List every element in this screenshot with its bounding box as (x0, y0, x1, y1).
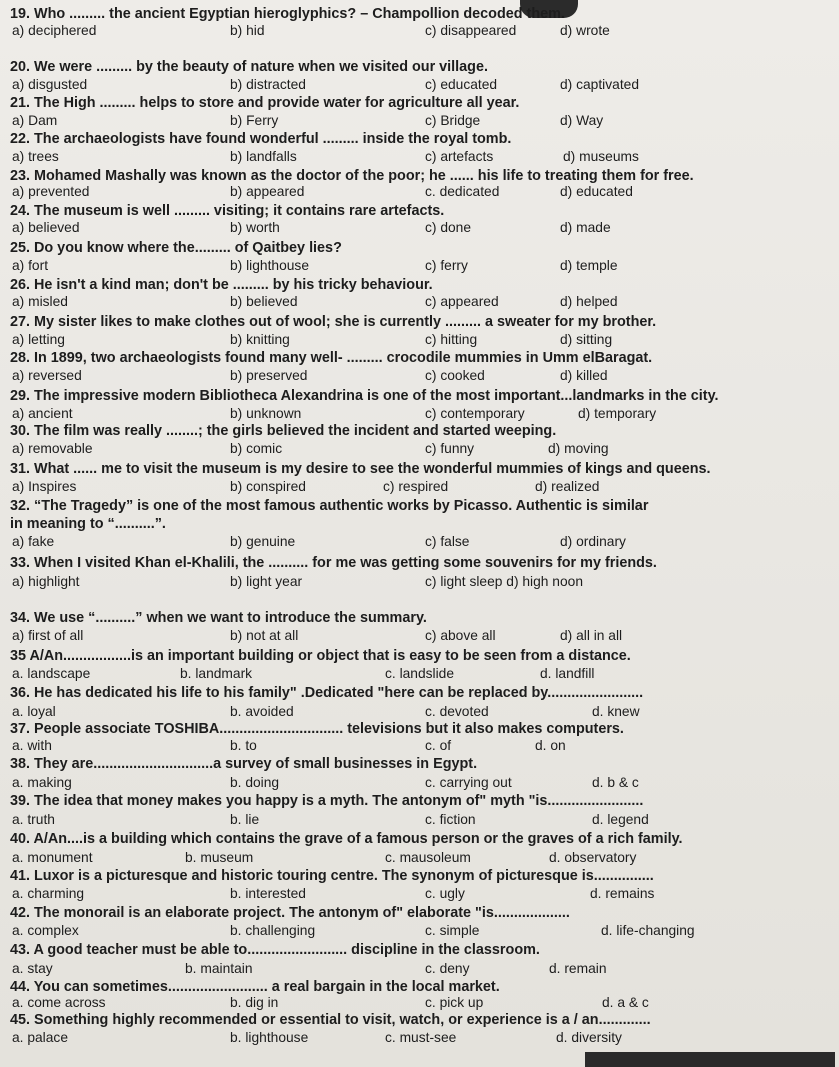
answer-option[interactable]: a) believed (12, 220, 80, 235)
options-row (12, 220, 832, 236)
question-stem: 28. In 1899, two archaeologists found many well- ......... crocodile mummies in Umm elBaragat. (10, 350, 653, 366)
answer-option[interactable]: d) ordinary (560, 534, 626, 549)
answer-option[interactable]: c) funny (425, 441, 475, 456)
answer-option[interactable]: a. complex (12, 923, 79, 938)
options-row (12, 666, 832, 682)
answer-option[interactable]: d) educated (560, 184, 633, 199)
options-row (12, 184, 832, 200)
answer-option[interactable]: d. landfill (540, 666, 595, 681)
question-stem: 20. We were ......... by the beauty of nature when we visited our village. (10, 59, 488, 75)
answer-option[interactable]: a. with (12, 738, 52, 753)
answer-option[interactable]: c) disappeared (425, 23, 517, 38)
answer-option[interactable]: c. of (425, 738, 452, 753)
answer-option[interactable]: d) all in all (560, 628, 623, 643)
answer-option[interactable]: a. palace (12, 1030, 68, 1045)
answer-option[interactable]: d) helped (560, 294, 618, 309)
answer-option[interactable]: a) trees (12, 149, 59, 164)
answer-option[interactable]: b. interested (230, 886, 306, 901)
answer-option[interactable]: a) first of all (12, 628, 84, 643)
question-stem: 37. People associate TOSHIBA............................... televisions but it also makes computers. (10, 721, 624, 737)
answer-option[interactable]: d. a & c (602, 995, 649, 1010)
options-row (12, 406, 832, 422)
answer-option[interactable]: b) conspired (230, 479, 306, 494)
answer-option[interactable]: b. lie (230, 812, 260, 827)
options-row (12, 368, 832, 384)
question-stem-continued: in meaning to “..........”. (10, 516, 166, 532)
answer-option[interactable]: a. loyal (12, 704, 56, 719)
answer-option[interactable]: c) done (425, 220, 472, 235)
options-row (12, 574, 832, 590)
question-stem: 38. They are..............................a survey of small businesses in Egypt. (10, 756, 478, 772)
answer-option[interactable]: d. remain (549, 961, 607, 976)
answer-option[interactable]: b. avoided (230, 704, 294, 719)
answer-option[interactable]: a) disgusted (12, 77, 88, 92)
options-row (12, 1030, 832, 1046)
answer-option[interactable]: b) landfalls (230, 149, 297, 164)
options-row (12, 77, 832, 93)
answer-option[interactable]: d) made (560, 220, 611, 235)
question-stem: 34. We use “..........” when we want to introduce the summary. (10, 610, 427, 626)
options-row (12, 258, 832, 274)
answer-option[interactable]: c. fiction (425, 812, 476, 827)
options-row (12, 441, 832, 457)
answer-option[interactable]: b) Ferry (230, 113, 279, 128)
answer-option[interactable]: b) lighthouse (230, 258, 310, 273)
answer-option[interactable]: a) letting (12, 332, 65, 347)
answer-option[interactable]: c) artefacts (425, 149, 494, 164)
answer-option[interactable]: c) appeared (425, 294, 499, 309)
question-stem: 41. Luxor is a picturesque and historic touring centre. The synonym of picturesque is............... (10, 868, 654, 884)
options-row (12, 113, 832, 129)
answer-option[interactable]: a) fake (12, 534, 55, 549)
answer-option[interactable]: a) Dam (12, 113, 58, 128)
answer-option[interactable]: a. come across (12, 995, 106, 1010)
options-row (12, 850, 832, 866)
answer-option[interactable]: a) deciphered (12, 23, 97, 38)
answer-option[interactable]: a) highlight (12, 574, 80, 589)
question-stem: 26. He isn't a kind man; don't be ......... by his tricky behaviour. (10, 277, 433, 293)
options-row (12, 923, 832, 939)
answer-option[interactable]: d) killed (560, 368, 608, 383)
options-row (12, 294, 832, 310)
answer-option[interactable]: c) Bridge (425, 113, 481, 128)
answer-option[interactable]: d) museums (563, 149, 639, 164)
options-row (12, 704, 832, 720)
answer-option[interactable]: d. diversity (556, 1030, 622, 1045)
question-stem: 42. The monorail is an elaborate project. The antonym of" elaborate "is................... (10, 905, 570, 921)
answer-option[interactable]: c. deny (425, 961, 470, 976)
question-stem: 36. He has dedicated his life to his family" .Dedicated "here can be replaced by........................ (10, 685, 644, 701)
answer-option[interactable]: b) comic (230, 441, 283, 456)
answer-option[interactable]: c. mausoleum (385, 850, 471, 865)
answer-option[interactable]: d) Way (560, 113, 604, 128)
question-stem: 44. You can sometimes......................... a real bargain in the local market. (10, 979, 500, 995)
answer-option[interactable]: a) prevented (12, 184, 90, 199)
options-row (12, 332, 832, 348)
answer-option[interactable]: c. carrying out (425, 775, 512, 790)
answer-option[interactable]: a. stay (12, 961, 53, 976)
answer-option[interactable]: c) contemporary (425, 406, 525, 421)
question-stem: 32. “The Tragedy” is one of the most famous authentic works by Picasso. Authentic is similar (10, 498, 649, 514)
answer-option[interactable]: b) worth (230, 220, 280, 235)
answer-option[interactable]: a) reversed (12, 368, 82, 383)
answer-option[interactable]: a) removable (12, 441, 93, 456)
answer-option[interactable]: d) sitting (560, 332, 613, 347)
answer-option[interactable]: b. to (230, 738, 257, 753)
options-row (12, 149, 832, 165)
answer-option[interactable]: c) light sleep d) high noon (425, 574, 583, 589)
options-row (12, 995, 832, 1011)
options-row (12, 775, 832, 791)
answer-option[interactable]: b. dig in (230, 995, 279, 1010)
question-stem: 25. Do you know where the......... of Qaitbey lies? (10, 240, 342, 256)
question-stem: 19. Who ......... the ancient Egyptian hieroglyphics? – Champollion decoded them. (10, 6, 565, 22)
answer-option[interactable]: b. maintain (185, 961, 253, 976)
question-stem: 43. A good teacher must be able to......................... discipline in the classroom. (10, 942, 540, 958)
answer-option[interactable]: d) wrote (560, 23, 610, 38)
options-row (12, 812, 832, 828)
answer-option[interactable]: b. landmark (180, 666, 253, 681)
answer-option[interactable]: d) temple (560, 258, 618, 273)
answer-option[interactable]: c. ugly (425, 886, 465, 901)
answer-option[interactable]: d. observatory (549, 850, 637, 865)
answer-option[interactable]: b. challenging (230, 923, 316, 938)
options-row (12, 628, 832, 644)
options-row (12, 479, 832, 495)
question-stem: 24. The museum is well ......... visiting; it contains rare artefacts. (10, 203, 445, 219)
answer-option[interactable]: d. life-changing (601, 923, 695, 938)
options-row (12, 738, 832, 754)
answer-option[interactable]: a. making (12, 775, 72, 790)
answer-option[interactable]: c) cooked (425, 368, 485, 383)
answer-option[interactable]: b. doing (230, 775, 280, 790)
answer-option[interactable]: d. knew (592, 704, 640, 719)
answer-option[interactable]: b) light year (230, 574, 303, 589)
answer-option[interactable]: c. pick up (425, 995, 484, 1010)
answer-option[interactable]: b) appeared (230, 184, 305, 199)
answer-option[interactable]: a. charming (12, 886, 85, 901)
question-stem: 21. The High ......... helps to store and provide water for agriculture all year. (10, 95, 520, 111)
answer-option[interactable]: b) distracted (230, 77, 306, 92)
answer-option[interactable]: c. simple (425, 923, 480, 938)
answer-option[interactable]: c. dedicated (425, 184, 500, 199)
options-row (12, 886, 832, 902)
answer-option[interactable]: a. monument (12, 850, 93, 865)
question-stem: 33. When I visited Khan el-Khalili, the .......... for me was getting some souvenirs for my friends. (10, 555, 657, 571)
answer-option[interactable]: d. on (535, 738, 566, 753)
footer-code-strip (585, 1052, 835, 1067)
answer-option[interactable]: c) respired (383, 479, 449, 494)
answer-option[interactable]: b) believed (230, 294, 298, 309)
answer-option[interactable]: d. remains (590, 886, 655, 901)
question-stem: 35 A/An.................is an important building or object that is easy to be seen from a distance. (10, 648, 631, 664)
answer-option[interactable]: c) educated (425, 77, 498, 92)
question-stem: 27. My sister likes to make clothes out of wool; she is currently ......... a sweater for my brother. (10, 314, 657, 330)
answer-option[interactable]: b) genuine (230, 534, 296, 549)
answer-option[interactable]: d. b & c (592, 775, 639, 790)
answer-option[interactable]: b) not at all (230, 628, 299, 643)
answer-option[interactable]: d) temporary (578, 406, 657, 421)
answer-option[interactable]: b) preserved (230, 368, 308, 383)
answer-option[interactable]: c. devoted (425, 704, 489, 719)
options-row (12, 534, 832, 550)
question-stem: 40. A/An....is a building which contains the grave of a famous person or the graves of a rich family. (10, 831, 683, 847)
answer-option[interactable]: b) unknown (230, 406, 302, 421)
answer-option[interactable]: c) hitting (425, 332, 478, 347)
answer-option[interactable]: a) Inspires (12, 479, 77, 494)
answer-option[interactable]: c) false (425, 534, 470, 549)
answer-option[interactable]: d) moving (548, 441, 609, 456)
question-stem: 30. The film was really ........; the girls believed the incident and started weeping. (10, 423, 557, 439)
answer-option[interactable]: d) realized (535, 479, 600, 494)
answer-option[interactable]: a) fort (12, 258, 49, 273)
question-stem: 39. The idea that money makes you happy is a myth. The antonym of" myth "is........................ (10, 793, 644, 809)
answer-option[interactable]: a. landscape (12, 666, 91, 681)
options-row (12, 961, 832, 977)
question-stem: 29. The impressive modern Bibliotheca Alexandrina is one of the most important...landmarks in the city. (10, 388, 719, 404)
answer-option[interactable]: b) hid (230, 23, 265, 38)
answer-option[interactable]: d) captivated (560, 77, 639, 92)
answer-option[interactable]: c) above all (425, 628, 496, 643)
answer-option[interactable]: d. legend (592, 812, 649, 827)
question-stem: 31. What ...... me to visit the museum is my desire to see the wonderful mummies of kings and queens. (10, 461, 711, 477)
answer-option[interactable]: b) knitting (230, 332, 290, 347)
answer-option[interactable]: a) ancient (12, 406, 73, 421)
question-stem: 22. The archaeologists have found wonderful ......... inside the royal tomb. (10, 131, 512, 147)
options-row (12, 23, 832, 39)
answer-option[interactable]: c. must-see (385, 1030, 457, 1045)
question-stem: 23. Mohamed Mashally was known as the doctor of the poor; he ...... his life to treating them for free. (10, 168, 694, 184)
answer-option[interactable]: a. truth (12, 812, 55, 827)
answer-option[interactable]: c) ferry (425, 258, 468, 273)
answer-option[interactable]: b. museum (185, 850, 254, 865)
answer-option[interactable]: b. lighthouse (230, 1030, 309, 1045)
answer-option[interactable]: a) misled (12, 294, 68, 309)
answer-option[interactable]: c. landslide (385, 666, 455, 681)
question-stem: 45. Something highly recommended or essential to visit, watch, or experience is a / an............. (10, 1012, 651, 1028)
